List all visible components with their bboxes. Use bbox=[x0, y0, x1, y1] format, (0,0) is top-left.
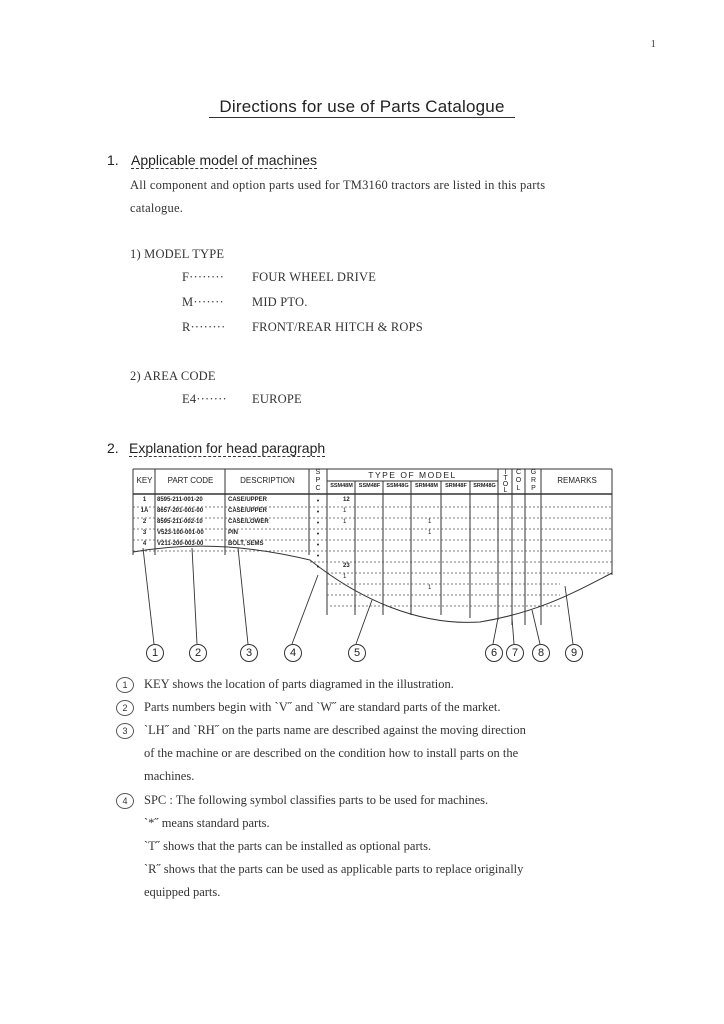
spc-mark: • bbox=[316, 509, 320, 516]
spc-letter-p: P bbox=[315, 477, 321, 484]
col-letter-c: C bbox=[515, 469, 522, 476]
explanation-number-2: 2 bbox=[116, 700, 134, 716]
explanation-line: machines. bbox=[144, 769, 195, 783]
explanation-line: ˋT˝ shows that the parts can be installed as optional parts. bbox=[144, 839, 432, 853]
table-header-col bbox=[512, 469, 525, 493]
section1-heading: Applicable model of machines bbox=[131, 152, 317, 168]
table-header-remarks: REMARKS bbox=[557, 476, 597, 485]
area-code-desc: EUROPE bbox=[252, 392, 302, 406]
model-cell-mark: 23 bbox=[343, 563, 350, 569]
model-type-code-r: R········ bbox=[182, 320, 226, 334]
explanation-number-1: 1 bbox=[116, 677, 134, 693]
table-header-itol bbox=[499, 470, 512, 494]
model-type-label: 1) MODEL TYPE bbox=[130, 247, 225, 261]
model-type-desc-m: MID PTO. bbox=[252, 295, 308, 309]
model-col-2: SSM48F bbox=[358, 483, 381, 489]
callout-9: 9 bbox=[565, 644, 583, 662]
spc-mark: • bbox=[316, 564, 320, 571]
spc-letter-c: C bbox=[315, 485, 321, 492]
callout-5: 5 bbox=[348, 644, 366, 662]
model-cell-mark: 1 bbox=[428, 530, 432, 536]
area-code-code: E4······· bbox=[182, 392, 227, 406]
callout-2: 2 bbox=[189, 644, 207, 662]
section2-heading: Explanation for head paragraph bbox=[129, 440, 326, 456]
itol-letter-o: O bbox=[502, 481, 509, 488]
spc-mark: • bbox=[316, 520, 320, 527]
table-row-description: CASE/UPPER bbox=[228, 497, 268, 503]
explanation-line: Parts numbers begin with ˋV˝ and ˋW˝ are standard parts of the market. bbox=[144, 700, 501, 714]
section1-intro-line1: All component and option parts used for TM3160 tractors are listed in this parts bbox=[130, 178, 546, 192]
callout-6: 6 bbox=[485, 644, 503, 662]
col-letter-l: L bbox=[516, 485, 521, 492]
section2-number: 2. bbox=[107, 440, 119, 456]
explanation-3 bbox=[144, 719, 619, 788]
table-row-part-code: 8595-211-001-20 bbox=[157, 497, 203, 503]
explanation-2 bbox=[144, 696, 619, 719]
table-row-description: CASE/UPPER bbox=[228, 508, 268, 514]
page-title-text: Directions for use of Parts Catalogue bbox=[209, 97, 514, 118]
explanation-line: ˋR˝ shows that the parts can be used as applicable parts to replace originally bbox=[144, 862, 524, 876]
area-code-label: 2) AREA CODE bbox=[130, 369, 216, 383]
explanation-number-4: 4 bbox=[116, 793, 134, 809]
col-letter-o: O bbox=[515, 477, 522, 484]
model-type-code-m: M······· bbox=[182, 295, 224, 309]
table-header-key: KEY bbox=[136, 476, 153, 485]
table-row-part-code: V211-200-003-00 bbox=[157, 541, 204, 547]
explanation-4 bbox=[144, 789, 619, 904]
model-cell-mark: 1 bbox=[428, 519, 432, 525]
table-row-key: 4 bbox=[142, 541, 147, 547]
model-col-4: SRM48M bbox=[415, 483, 438, 489]
model-col-3: SSM48G bbox=[386, 483, 409, 489]
model-cell-mark: 1 bbox=[343, 574, 347, 580]
spc-mark: • bbox=[316, 553, 320, 560]
table-header-description: DESCRIPTION bbox=[240, 476, 295, 485]
model-cell-mark: 1 bbox=[343, 508, 347, 514]
model-cell-mark: 1 bbox=[343, 519, 347, 525]
grp-letter-p: P bbox=[531, 485, 536, 492]
spc-letter-s: S bbox=[315, 469, 321, 476]
explanation-line: of the machine or are described on the condition how to install parts on the bbox=[144, 746, 519, 760]
spc-mark: • bbox=[316, 531, 320, 538]
model-type-code-f: F········ bbox=[182, 270, 225, 284]
section1-intro-line2: catalogue. bbox=[130, 201, 184, 215]
model-type-desc-r: FRONT/REAR HITCH & ROPS bbox=[252, 320, 423, 334]
table-row-description: BOLT, SEMS bbox=[228, 541, 264, 547]
table-row-description: CASE/LOWER bbox=[228, 519, 269, 525]
table-row-part-code: 8657-201-001-00 bbox=[157, 508, 204, 514]
section1-number: 1. bbox=[107, 152, 119, 168]
table-row-part-code: V523-100-001-00 bbox=[157, 530, 204, 536]
model-col-5: SRM48F bbox=[445, 483, 467, 489]
callout-4: 4 bbox=[284, 644, 302, 662]
explanation-line: equipped parts. bbox=[144, 885, 221, 899]
table-header-type-of-model: TYPE OF MODEL bbox=[368, 470, 457, 480]
explanation-line: SPC : The following symbol classifies parts to be used for machines. bbox=[144, 793, 489, 807]
model-col-1: SSM48M bbox=[330, 483, 353, 489]
table-row-part-code: 8595-211-002-10 bbox=[157, 519, 203, 525]
table-header-part-code: PART CODE bbox=[167, 476, 214, 485]
table-row-key: 1 bbox=[142, 497, 147, 503]
explanation-1 bbox=[144, 673, 619, 696]
callout-8: 8 bbox=[532, 644, 550, 662]
table-row-description: PIN bbox=[228, 530, 239, 536]
callout-7: 7 bbox=[506, 644, 524, 662]
grp-letter-g: G bbox=[530, 469, 537, 476]
explanation-line: ˋ*˝ means standard parts. bbox=[144, 816, 270, 830]
callout-1: 1 bbox=[146, 644, 164, 662]
callout-3: 3 bbox=[240, 644, 258, 662]
spc-mark: • bbox=[316, 498, 320, 505]
model-cell-mark: 12 bbox=[343, 497, 350, 503]
explanation-line: KEY shows the location of parts diagramed in the illustration. bbox=[144, 677, 454, 691]
explanation-line: ˋLH˝ and ˋRH˝ on the parts name are described against the moving direction bbox=[144, 723, 526, 737]
grp-letter-r: R bbox=[530, 477, 537, 484]
explanation-number-3: 3 bbox=[116, 723, 134, 739]
spc-column-marks bbox=[311, 496, 325, 573]
page-number: 1 bbox=[650, 38, 656, 50]
table-header-grp bbox=[526, 469, 541, 493]
table-row-key: 3 bbox=[142, 530, 147, 536]
model-cell-mark: 1 bbox=[428, 585, 432, 591]
model-col-6: SRM48G bbox=[473, 483, 496, 489]
itol-letter-t: T bbox=[503, 475, 508, 482]
table-row-key: 2 bbox=[142, 519, 147, 525]
spc-mark: • bbox=[316, 542, 320, 549]
table-header-spc bbox=[311, 469, 325, 493]
model-type-desc-f: FOUR WHEEL DRIVE bbox=[252, 270, 377, 284]
itol-letter-l: L bbox=[503, 487, 508, 494]
table-row-key: 1A bbox=[140, 508, 149, 514]
itol-letter-i: I bbox=[504, 469, 507, 476]
